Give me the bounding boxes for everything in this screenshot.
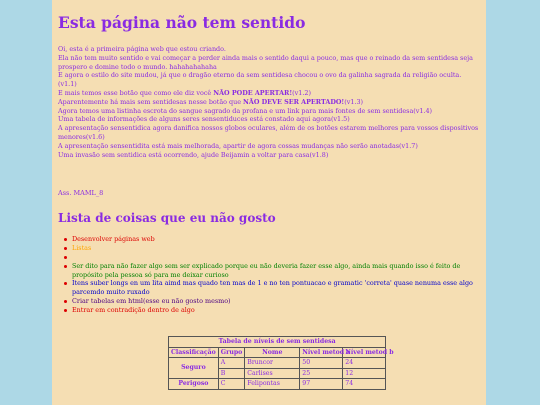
table-cell-classification: Seguro (169, 358, 219, 379)
list-item: Desenvolver páginas web (72, 235, 480, 244)
intro-line (58, 89, 480, 98)
list-item: Entrar em contradição dentro de algo (72, 306, 480, 315)
table-cell-group: B (218, 368, 245, 379)
intro-line: A apresentação sensentidica agora danifica nossos globos oculares, além de os botões estarem melhores para vossos dispositivos menores(v1.6) (58, 124, 479, 142)
intro-line: Ela não tem muito sentido e vai começar a perder ainda mais o sentido daqui a pouco, mas que o reinado da sem sentidesa seja prospero e domine todo o mundo. hahahahahaha (58, 53, 473, 71)
intro-text-segment: E mais temos esse botão que como ele diz você (58, 89, 214, 98)
dislike-list (58, 235, 480, 314)
intro-line: Oi, esta é a primeira página web que estou criando. (58, 45, 226, 54)
table-header-cell: Nome (245, 347, 300, 358)
table-cell-name: Carlises (245, 368, 300, 379)
intro-text-segment: Aparentemente há mais sem sentidesas nesse botão que (58, 97, 244, 106)
signature: Ass. MAML_8 (58, 189, 104, 198)
levels-table (168, 336, 394, 390)
table-row (169, 358, 386, 369)
table-header-cell: Nível metod b (343, 347, 386, 358)
list-item: Ser dito para não fazer algo sem ser explicado porque eu não deveria fazer esse algo, ainda mais quando isso é feito de propósito pela pessoa só para me deixar curioso (72, 262, 480, 280)
forbidden-button-warning: NÃO PODE APERTAR! (213, 89, 293, 98)
intro-line: Agora temos uma listinha escrota do sangue sagrado da profana e um link para mais fontes de sem sentidesa(v1.4) (58, 106, 433, 115)
table-cell-group: C (218, 379, 245, 390)
intro-line: A apresentação sensentidita está mais melhorada, apartir de agora cossas mudanças não serão anotadas(v1.7) (58, 141, 418, 150)
list-item: Itens suber longs en um lita aimd mas quado ten mas de 1 e no ten pontuacao e gramatic 'correta' quase nenuma esse algo parcemdo muito ruxado (72, 279, 480, 297)
table-header-cell: Classificação (169, 347, 219, 358)
table-cell-group: A (218, 358, 245, 369)
table-cell-value-a: 50 (300, 358, 343, 369)
table-row (169, 379, 386, 390)
table-cell-name: Bruncor (245, 358, 300, 369)
table-cell-name: Felipontas (245, 379, 300, 390)
table-cell-value-b: 74 (343, 379, 386, 390)
table-cell-classification: Perigoso (169, 379, 219, 390)
intro-line: Uma tabela de informações de alguns seres sensentiduces está constado aqui agora(v1.5) (58, 115, 350, 124)
table-header-cell: Nível metod a (300, 347, 343, 358)
list-item (72, 253, 480, 262)
forbidden-button-warning: NÃO DEVE SER APERTADO! (243, 97, 345, 106)
table-header-cell: Grupo (218, 347, 245, 358)
intro-line: E agora o estilo do site mudou, já que o dragão eterno da sem sentidesa chocou o ovo da galinha sagrada da religião oculta. (v1.1) (58, 71, 462, 89)
table-caption: Tabela de níveis de sem sentidesa (169, 337, 386, 348)
table-cell-value-a: 97 (300, 379, 343, 390)
intro-line (58, 98, 480, 107)
list-item: Listas (72, 244, 480, 253)
list-heading: Lista de coisas que eu não gosto (58, 211, 276, 226)
table-cell-value-b: 12 (343, 368, 386, 379)
version-tag: (v1.2) (292, 89, 311, 98)
table-header-row (169, 347, 386, 358)
page-title: Esta página não tem sentido (58, 13, 306, 32)
version-tag: (v1.3) (344, 97, 364, 106)
intro-line: Uma invasão sem sentidica está ocorrendo, ajude Beijamin a voltar para casa(v1.8) (58, 150, 329, 159)
table-cell-value-b: 24 (343, 358, 386, 369)
intro-text (58, 45, 480, 159)
table-cell-value-a: 25 (300, 368, 343, 379)
list-item: Criar tabelas em html(esse eu não gosto mesmo) (72, 297, 480, 306)
page-content (52, 0, 486, 405)
